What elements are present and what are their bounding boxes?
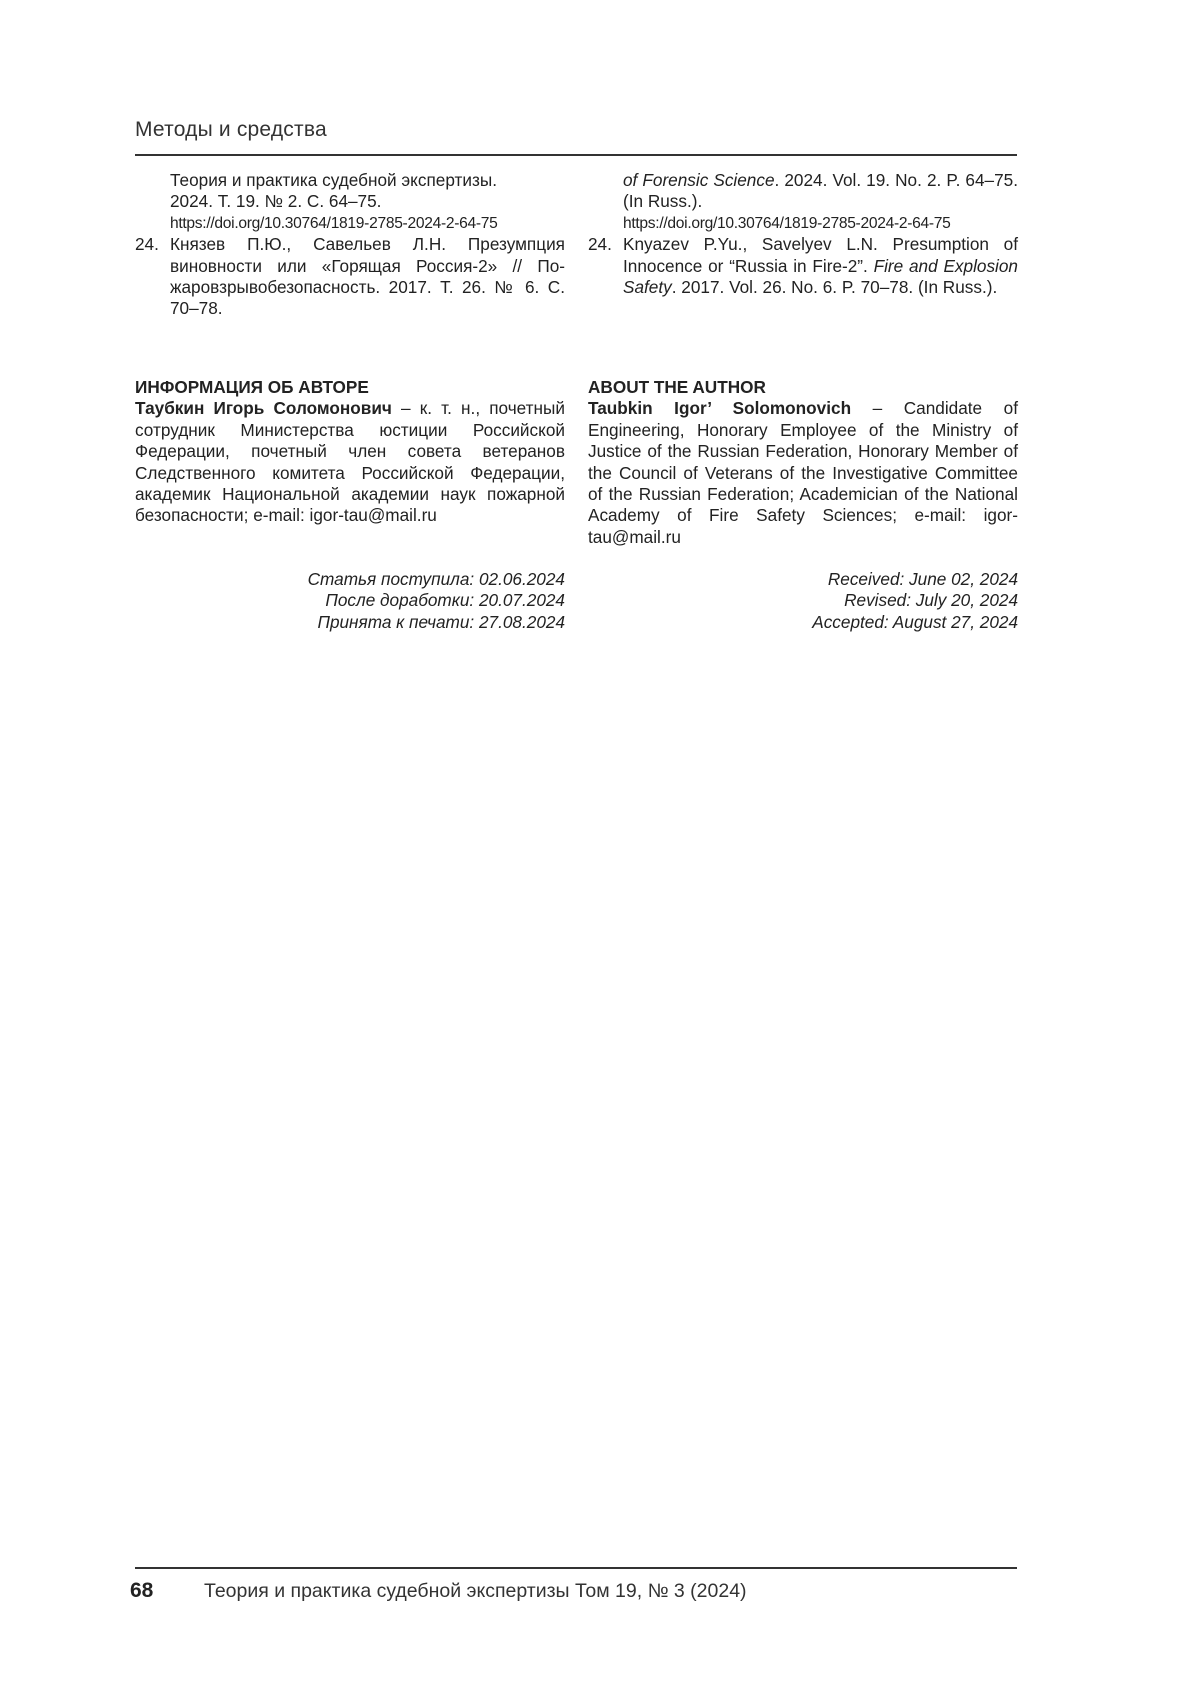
reference-continuation-line: 2024. Т. 19. № 2. С. 64–75.	[170, 191, 382, 212]
references-ru	[135, 170, 565, 320]
date-accepted: Принята к печати: 27.08.2024	[317, 611, 565, 632]
date-received: Статья поступила: 02.06.2024	[307, 569, 565, 589]
journal-title-italic: of Forensic Science	[623, 170, 775, 190]
reference-text: Князев П.Ю., Савельев Л.Н. Презумпция виновности или «Горящая Россия-2» // Пожаровзрывобезопасность. 2017. Т. 26. № 6. С. 70–78.	[170, 234, 565, 319]
footer-divider	[135, 1567, 1017, 1569]
reference-doi-link[interactable]: https://doi.org/10.30764/1819-2785-2024-2-64-75	[170, 214, 498, 232]
author-info-en	[588, 377, 1018, 548]
section-title: Методы и средства	[135, 118, 327, 141]
author-bio	[588, 398, 1018, 548]
header-divider	[135, 154, 1017, 156]
reference-number: 24.	[588, 234, 612, 255]
author-info-heading: ИНФОРМАЦИЯ ОБ АВТОРЕ	[135, 377, 369, 397]
article-dates-ru	[135, 569, 565, 633]
reference-continuation-line: Теория и практика судебной экспертизы.	[170, 170, 497, 190]
reference-item-24-ru	[135, 234, 565, 320]
reference-continuation-line: . 2024. Vol. 19. No. 2. P. 64–75. (In Russ.).	[623, 170, 1019, 212]
reference-continuation-en	[588, 170, 1018, 234]
author-bio-text: – Candidate of Engineering, Honorary Employee of the Ministry of Justice of the Russian Federation, Honorary Member of the Council of Veterans of the Investigative Committee of the Russian Federation; Academician of the National Academy of Fire Safety Sciences; e-mail: igor-tau@mail.ru	[588, 398, 1019, 547]
reference-item-24-en	[588, 234, 1018, 298]
author-info-ru	[135, 377, 565, 527]
reference-number: 24.	[135, 234, 159, 255]
author-name: Таубкин Игорь Соломонович	[135, 398, 392, 419]
journal-running-title: Теория и практика судебной экспертизы Том 19, № 3 (2024)	[204, 1580, 747, 1602]
reference-text: Knyazev P.Yu., Savelyev L.N. Presumption of Innocence or “Russia in Fire-2”.	[623, 234, 1018, 276]
author-name: Taubkin Igor’ Solomonovich	[588, 398, 852, 419]
date-revised: После доработки: 20.07.2024	[325, 590, 565, 611]
journal-title-italic: Fire and Explosion Safety	[623, 255, 1018, 298]
date-revised: Revised: July 20, 2024	[844, 590, 1018, 611]
references-en	[588, 170, 1018, 298]
author-bio	[135, 398, 565, 526]
reference-text: . 2017. Vol. 26. No. 6. P. 70–78. (In Russ.).	[671, 277, 998, 298]
author-bio-text: – к. т. н., почетный сотрудник Министерства юстиции Российской Федерации, почетный член совета ветеранов Следственного комитета Российской Федерации, академик Национальной академии наук пожарной безопасности; e-mail: igor-tau@mail.ru	[135, 398, 565, 526]
reference-continuation-ru	[135, 170, 565, 234]
page-number: 68	[130, 1579, 154, 1602]
author-info-heading: ABOUT THE AUTHOR	[588, 377, 766, 397]
reference-doi-link[interactable]: https://doi.org/10.30764/1819-2785-2024-2-64-75	[623, 214, 951, 232]
date-received: Received: June 02, 2024	[827, 569, 1018, 589]
article-dates-en	[588, 569, 1018, 633]
date-accepted: Accepted: August 27, 2024	[812, 611, 1018, 632]
